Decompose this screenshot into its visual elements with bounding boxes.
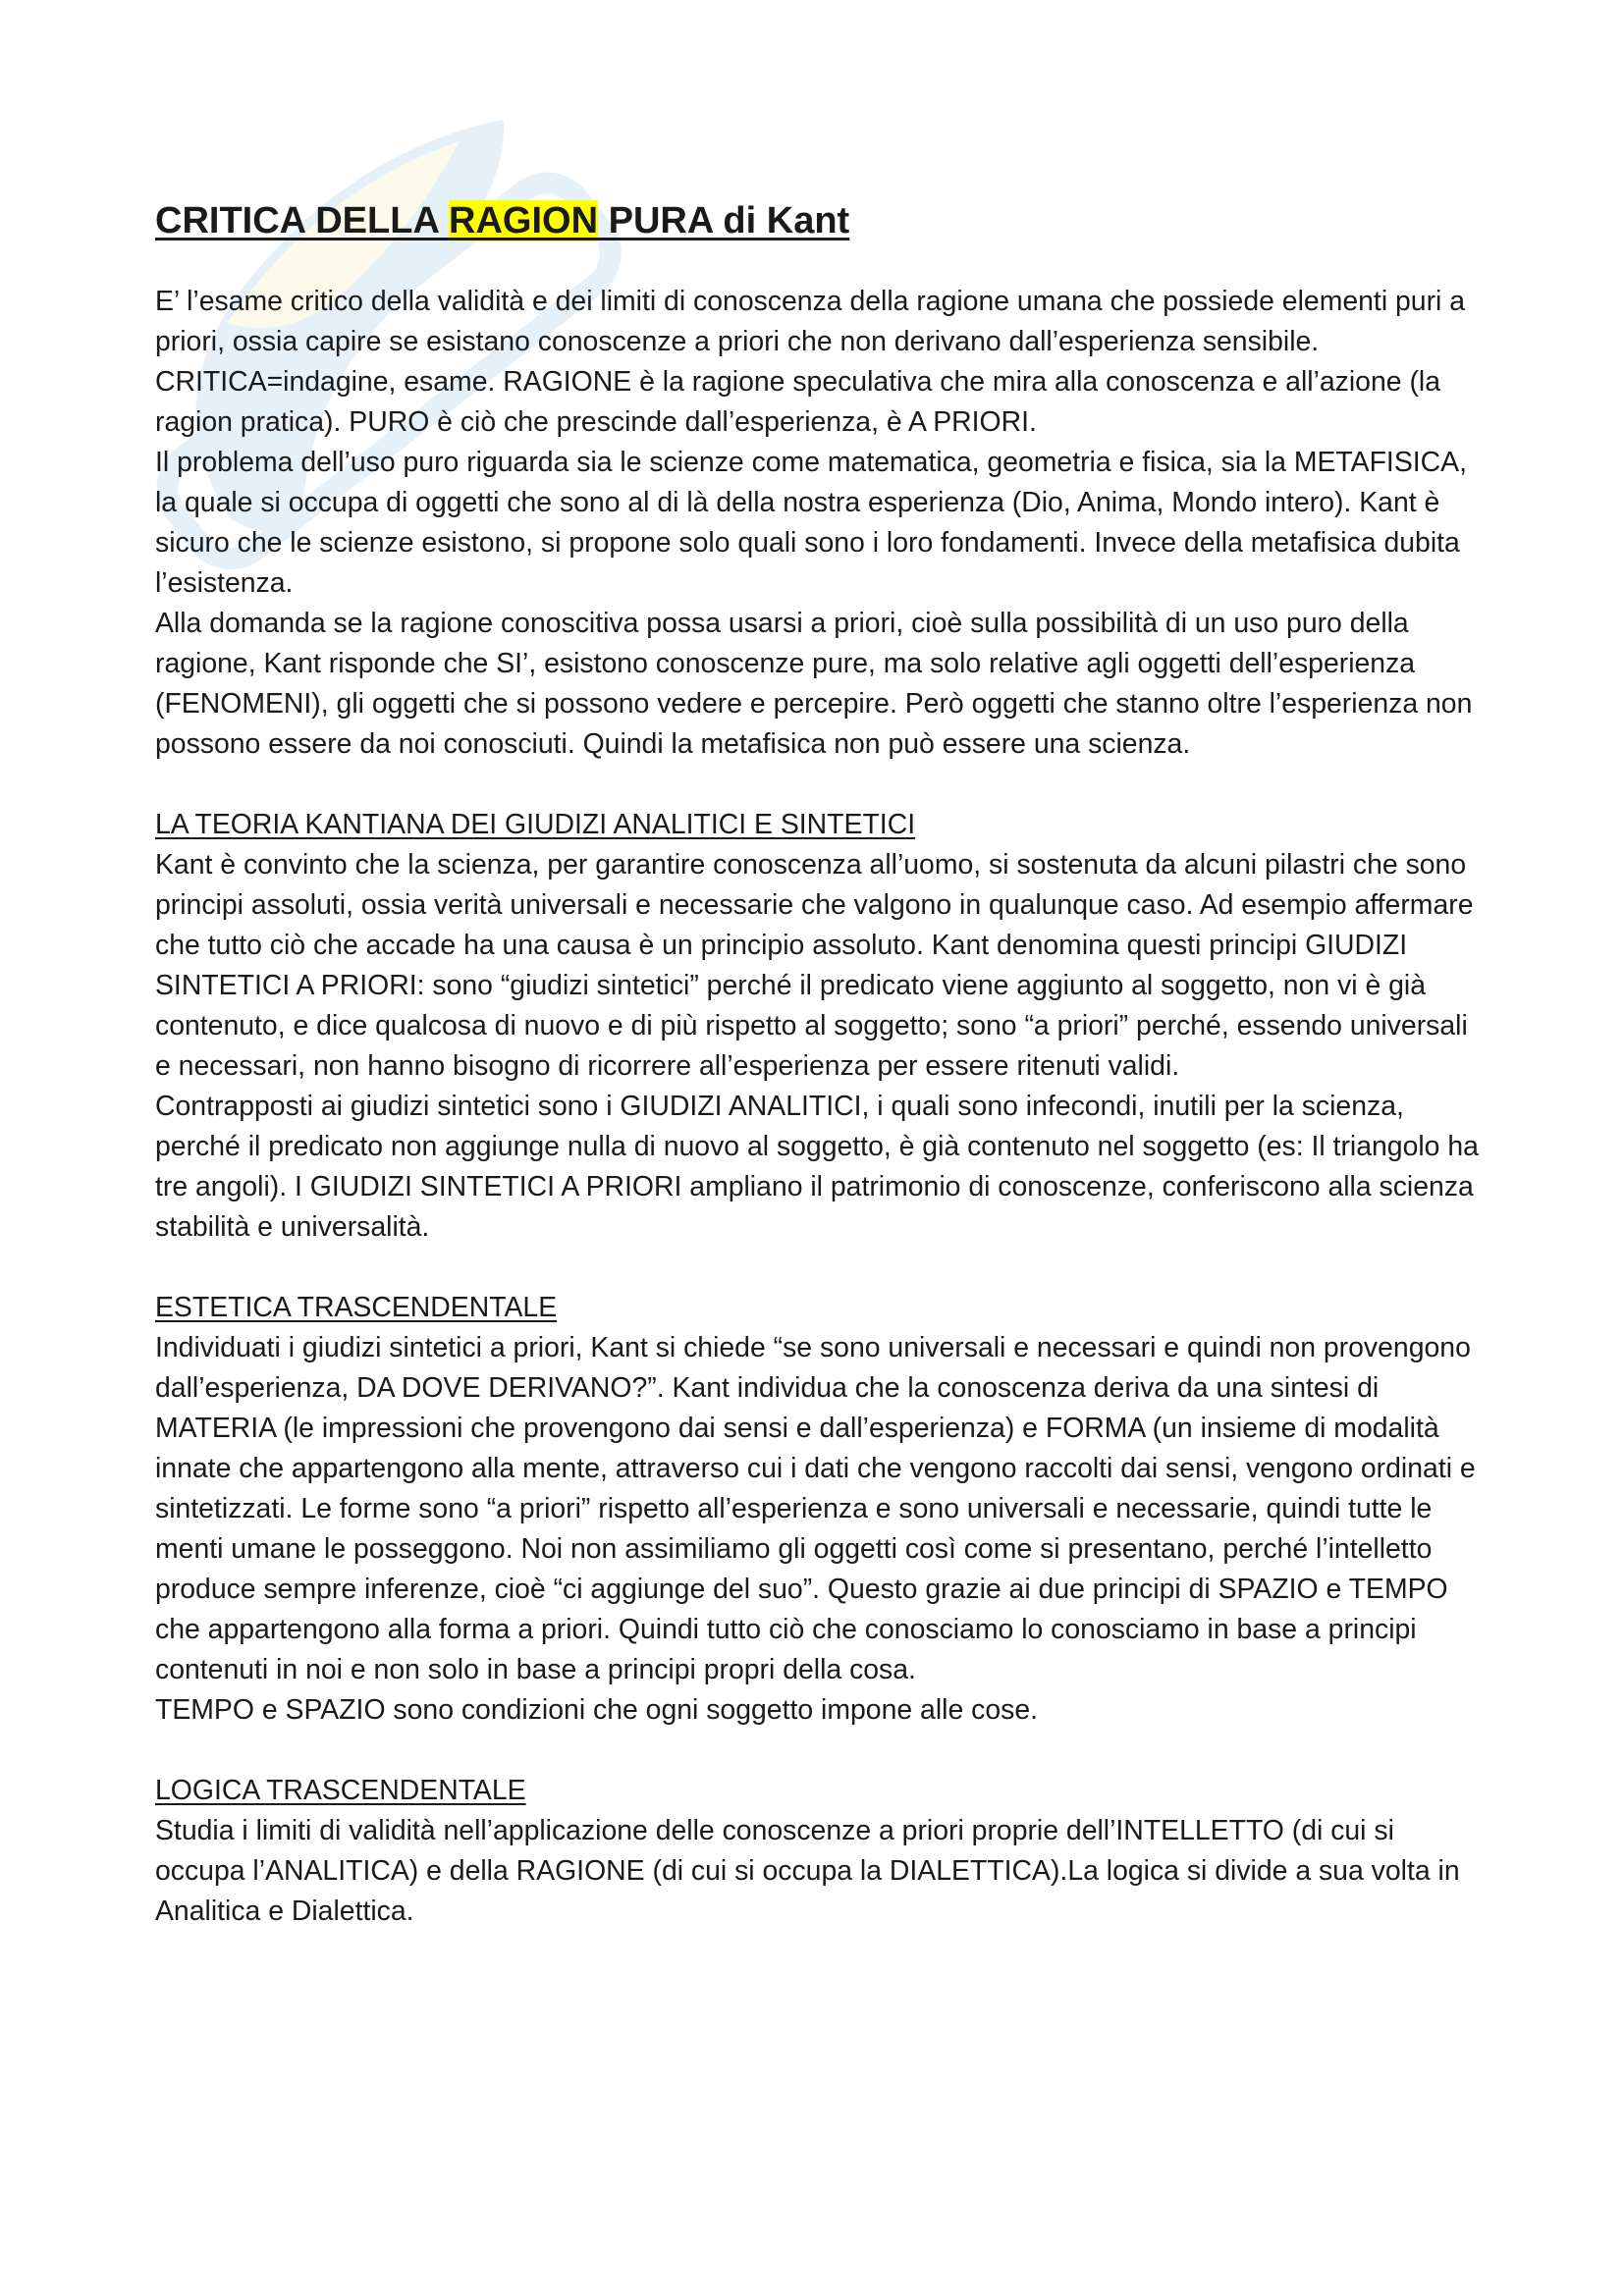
section-estetica-paragraph-2: TEMPO e SPAZIO sono condizioni che ogni soggetto impone alle cose.: [155, 1694, 1038, 1726]
section-giudizi: [155, 805, 1481, 1248]
section-logica-paragraph-1: Studia i limiti di validità nell’applicazione delle conoscenze a priori proprie dell’INTELLETTO (di cui si occupa l’ANALITICA) e della RAGIONE (di cui si occupa la DIALETTICA).La logica si divide a sua volta in Analitica e Dialettica.: [155, 1815, 1460, 1927]
page-title: [155, 196, 1481, 245]
title-end: PURA di Kant: [598, 200, 850, 241]
title-start: CRITICA DELLA: [155, 200, 450, 241]
title-highlighted-word: RAGION: [449, 200, 599, 241]
section-giudizi-paragraph-1: Kant è convinto che la scienza, per garantire conoscenza all’uomo, si sostenuta da alcuni pilastri che sono principi assoluti, ossia verità universali e necessarie che valgono in qualunque caso. Ad esempio affermare che tutto ciò che accade ha una causa è un principio assoluto. Kant denomina questi principi GIUDIZI SINTETICI A PRIORI: sono “giudizi sintetici” perché il predicato viene aggiunto al soggetto, non vi è già contenuto, e dice qualcosa di nuovo e di più rispetto al soggetto; sono “a priori” perché, essendo universali e necessari, non hanno bisogno di ricorrere all’esperienza per essere ritenuti validi.: [155, 849, 1474, 1082]
intro-paragraph-1: E’ l’esame critico della validità e dei limiti di conoscenza della ragione umana che possiede elementi puri a priori, ossia capire se esistano conoscenze a priori che non derivano dall’esperienza sensibile. CRITICA=indagine, esame. RAGIONE è la ragione speculativa che mira alla conoscenza e all’azione (la ragion pratica). PURO è ciò che prescinde dall’esperienza, è A PRIORI.: [155, 286, 1466, 438]
section-heading-logica: LOGICA TRASCENDENTALE: [155, 1775, 526, 1806]
intro-section: [155, 282, 1481, 765]
section-heading-estetica: ESTETICA TRASCENDENTALE: [155, 1292, 558, 1323]
section-heading-giudizi: LA TEORIA KANTIANA DEI GIUDIZI ANALITICI E SINTETICI: [155, 809, 916, 840]
section-logica: [155, 1771, 1481, 1932]
intro-paragraph-2: Il problema dell’uso puro riguarda sia le scienze come matematica, geometria e fisica, sia la METAFISICA, la quale si occupa di oggetti che sono al di là della nostra esperienza (Dio, Anima, Mondo intero). Kant è sicuro che le scienze esistono, si propone solo quali sono i loro fondamenti. Invece della metafisica dubita l’esistenza.: [155, 447, 1467, 599]
section-giudizi-paragraph-2: Contrapposti ai giudizi sintetici sono i GIUDIZI ANALITICI, i quali sono infecondi, inutili per la scienza, perché il predicato non aggiunge nulla di nuovo al soggetto, è già contenuto nel soggetto (es: Il triangolo ha tre angoli). I GIUDIZI SINTETICI A PRIORI ampliano il patrimonio di conoscenze, conferiscono alla scienza stabilità e universalità.: [155, 1091, 1479, 1243]
section-estetica-paragraph-1: Individuati i giudizi sintetici a priori, Kant si chiede “se sono universali e necessari e quindi non provengono dall’esperienza, DA DOVE DERIVANO?”. Kant individua che la conoscenza deriva da una sintesi di MATERIA (le impressioni che provengono dai sensi e dall’esperienza) e FORMA (un insieme di modalità innate che appartengono alla mente, attraverso cui i dati che vengono raccolti dai sensi, vengono ordinati e sintetizzati. Le forme sono “a priori” rispetto all’esperienza e sono universali e necessarie, quindi tutte le menti umane le posseggono. Noi non assimiliamo gli oggetti così come si presentano, perché l’intelletto produce sempre inferenze, cioè “ci aggiunge del suo”. Questo grazie ai due principi di SPAZIO e TEMPO che appartengono alla forma a priori. Quindi tutto ciò che conosciamo lo conosciamo in base a principi contenuti in noi e non solo in base a principi propri della cosa.: [155, 1332, 1476, 1685]
document-body: [155, 196, 1481, 1932]
section-estetica: [155, 1288, 1481, 1731]
intro-paragraph-3: Alla domanda se la ragione conoscitiva possa usarsi a priori, cioè sulla possibilità di un uso puro della ragione, Kant risponde che SI’, esistono conoscenze pure, ma solo relative agli oggetti dell’esperienza (FENOMENI), gli oggetti che si possono vedere e percepire. Però oggetti che stanno oltre l’esperienza non possono essere da noi conosciuti. Quindi la metafisica non può essere una scienza.: [155, 608, 1473, 760]
